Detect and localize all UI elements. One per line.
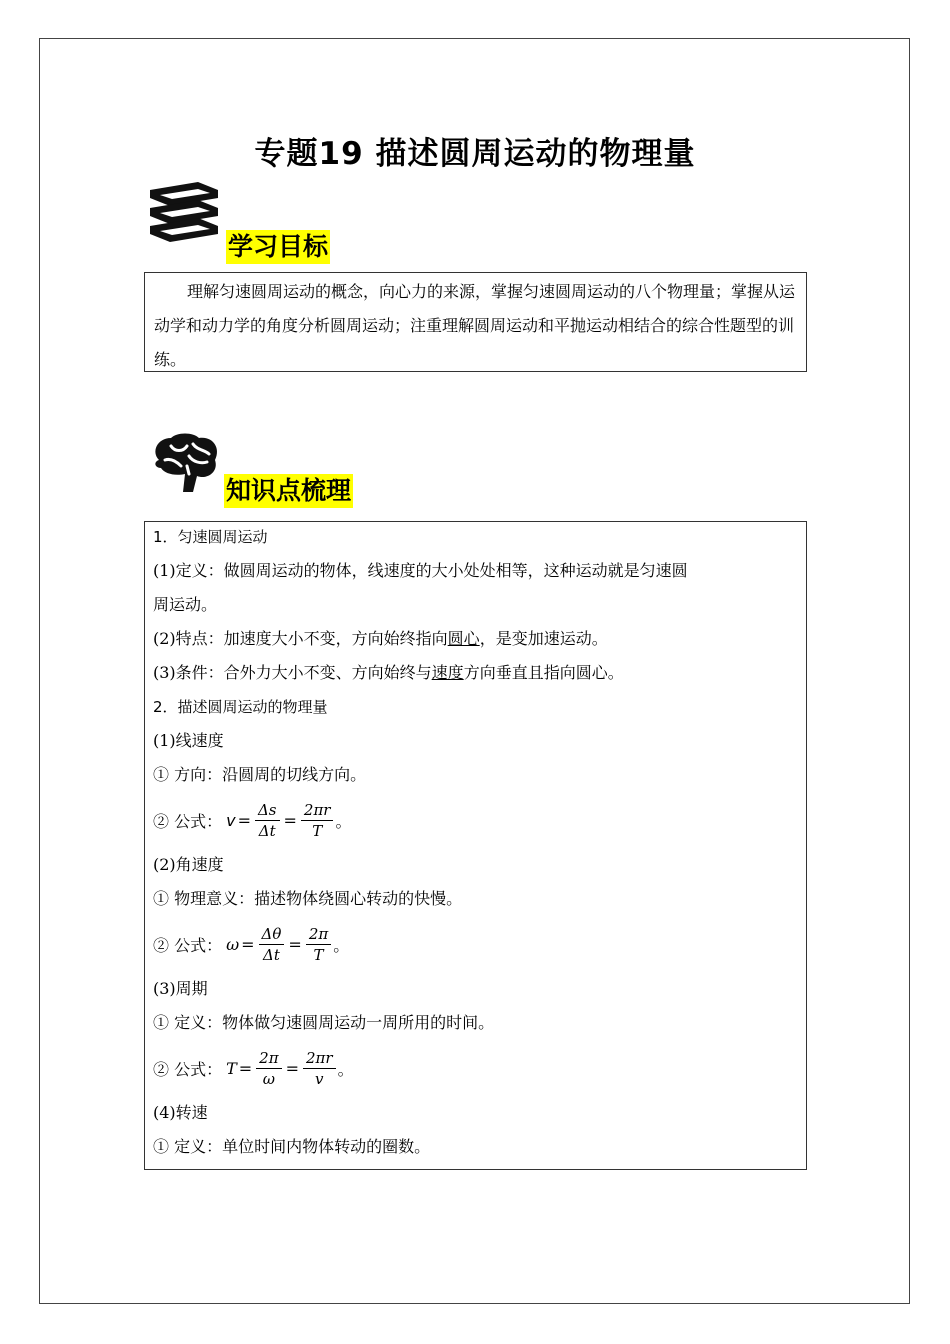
formula-label: ② 公式：	[153, 811, 223, 831]
formula-lhs: T	[226, 1058, 237, 1078]
uniform-feature-a: (2)特点：加速度大小不变，方向始终指向	[153, 629, 448, 648]
linear-velocity-formula: ② 公式： v = $\frac{\Delta s}{\Delta t}$ = $\frac{2\pi r}{T}$ 。	[153, 800, 352, 840]
books-icon	[146, 180, 224, 252]
formula-fraction-1: $\frac{2\pi}{\omega}$	[256, 1048, 281, 1089]
goals-box	[144, 272, 807, 372]
goals-text: 理解匀速圆周运动的概念，向心力的来源，掌握匀速圆周运动的八个物理量；掌握从运动学和动力学的角度分析圆周运动；注重理解圆周运动和平抛运动相结合的综合性题型的训练。	[154, 282, 796, 369]
knowledge-box	[144, 521, 807, 1170]
formula-fraction-2: $\frac{2\pi r}{v}$	[303, 1048, 336, 1089]
formula-fraction-2: $\frac{2\pi r}{T}$	[301, 800, 334, 841]
period-title: (3)周期	[153, 979, 208, 998]
angular-velocity-title: (2)角速度	[153, 855, 224, 874]
formula-fraction-1: $\frac{\Delta s}{\Delta t}$	[255, 800, 280, 841]
formula-label: ② 公式：	[153, 935, 223, 955]
goals-heading: 学习目标	[226, 230, 330, 264]
uniform-condition	[153, 656, 806, 690]
linear-velocity-direction: ① 方向：沿圆周的切线方向。	[153, 765, 367, 784]
brain-icon	[149, 432, 221, 494]
uniform-definition: (1)定义：做圆周运动的物体，线速度的大小处处相等，这种运动就是匀速圆	[153, 561, 688, 580]
formula-lhs: ω	[226, 934, 240, 954]
linear-velocity-title: (1)线速度	[153, 731, 224, 750]
uniform-condition-b: 方向垂直且指向圆心。	[463, 663, 624, 682]
rotation-speed-definition: ① 定义：单位时间内物体转动的圈数。	[153, 1137, 431, 1156]
formula-lhs: v	[226, 810, 236, 830]
angular-velocity-formula: ② 公式： ω = $\frac{\Delta\theta}{\Delta t}$ = $\frac{2\pi}{T}$ 。	[153, 924, 350, 964]
uniform-feature-underline: 圆心	[447, 629, 480, 648]
formula-label: ② 公式：	[153, 1059, 223, 1079]
uniform-feature-b: ，是变加速运动。	[479, 629, 608, 648]
uniform-feature	[153, 622, 806, 656]
uniform-condition-underline: 速度	[431, 663, 464, 682]
uniform-definition-cont: 周运动。	[153, 595, 218, 614]
knowledge-heading: 知识点梳理	[224, 474, 353, 508]
page-title: 专题19 描述圆周运动的物理量	[254, 136, 696, 172]
formula-fraction-1: $\frac{\Delta\theta}{\Delta t}$	[259, 924, 285, 965]
section-2-title: 2．描述圆周运动的物理量	[153, 698, 328, 716]
period-definition: ① 定义：物体做匀速圆周运动一周所用的时间。	[153, 1013, 495, 1032]
rotation-speed-title: (4)转速	[153, 1103, 208, 1122]
section-1-title: 1．匀速圆周运动	[153, 528, 268, 546]
angular-velocity-meaning: ① 物理意义：描述物体绕圆心转动的快慢。	[153, 889, 463, 908]
uniform-condition-a: (3)条件：合外力大小不变、方向始终与	[153, 663, 432, 682]
period-formula: ② 公式： T = $\frac{2\pi}{\omega}$ = $\frac{2\pi r}{v}$ 。	[153, 1048, 354, 1088]
formula-fraction-2: $\frac{2\pi}{T}$	[306, 924, 331, 965]
